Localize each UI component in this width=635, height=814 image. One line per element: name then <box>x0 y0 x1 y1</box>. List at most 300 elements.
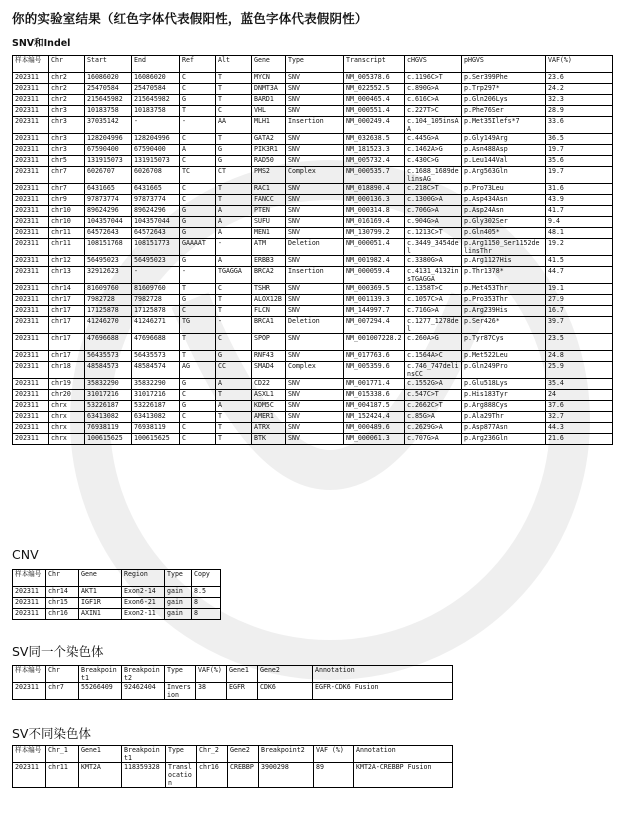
table-cell: PIK3R1 <box>252 145 286 156</box>
table-cell: p.Pro73Leu <box>462 184 546 195</box>
table-cell: 35832290 <box>85 379 132 390</box>
table-cell: G <box>180 401 216 412</box>
table-cell: 215645982 <box>132 95 180 106</box>
table-cell: 17125878 <box>132 306 180 317</box>
table-cell: SUFU <box>252 217 286 228</box>
table-cell: NM_018890.4 <box>344 184 405 195</box>
table-header-row <box>13 666 453 683</box>
table-cell: 89624296 <box>85 206 132 217</box>
table-row <box>13 763 453 788</box>
table-cell: T <box>216 434 252 445</box>
table-cell: 202311 <box>13 362 49 379</box>
table-cell: chr7 <box>49 167 85 184</box>
table-cell: 202311 <box>13 587 46 598</box>
table-cell: G <box>180 228 216 239</box>
table-cell: SNV <box>286 295 344 306</box>
column-header: End <box>132 56 180 73</box>
column-header: Chr_1 <box>46 746 79 763</box>
table-cell: NM_000059.4 <box>344 267 405 284</box>
table-cell: KMT2A-CREBBP Fusion <box>354 763 453 788</box>
column-header: Breakpoint2 <box>122 666 165 683</box>
table-cell: ERBB3 <box>252 256 286 267</box>
table-cell: RAC1 <box>252 184 286 195</box>
table-cell: 56495023 <box>85 256 132 267</box>
table-cell: ALOX12B <box>252 295 286 306</box>
table-cell: 32912623 <box>85 267 132 284</box>
table-cell: NM_005732.4 <box>344 156 405 167</box>
table-cell: p.Gln405* <box>462 228 546 239</box>
table-cell: NM_000535.7 <box>344 167 405 184</box>
column-header: cHGVS <box>405 56 462 73</box>
cnv-table <box>12 569 221 620</box>
table-cell: c.2629G>A <box>405 423 462 434</box>
table-cell: 35.4 <box>546 379 613 390</box>
table-cell: RAD50 <box>252 156 286 167</box>
table-cell: SNV <box>286 145 344 156</box>
table-cell: chr2 <box>49 84 85 95</box>
column-header: Alt <box>216 56 252 73</box>
table-row <box>13 95 613 106</box>
table-cell: T <box>216 134 252 145</box>
table-cell: BTK <box>252 434 286 445</box>
column-header: 样本编号 <box>13 56 49 73</box>
column-header: Start <box>85 56 132 73</box>
table-cell: 215645982 <box>85 95 132 106</box>
table-cell: c.1564A>C <box>405 351 462 362</box>
table-cell: 6026707 <box>85 167 132 184</box>
table-cell: - <box>180 117 216 134</box>
table-cell: SNV <box>286 390 344 401</box>
table-cell: 128204996 <box>132 134 180 145</box>
table-cell: 76938119 <box>132 423 180 434</box>
table-row <box>13 256 613 267</box>
table-cell: 202311 <box>13 763 46 788</box>
table-cell: p.Asp877Asn <box>462 423 546 434</box>
table-cell: - <box>132 117 180 134</box>
table-cell: SNV <box>286 206 344 217</box>
table-row <box>13 587 221 598</box>
table-cell: NM_005359.6 <box>344 362 405 379</box>
table-cell: c.85G>A <box>405 412 462 423</box>
table-cell: Exon6-21 <box>122 598 165 609</box>
table-cell: MEN1 <box>252 228 286 239</box>
column-header: Gene2 <box>258 666 313 683</box>
sv-diff-section-title: SV不同染色体 <box>12 726 91 741</box>
table-cell: p.Glu518Lys <box>462 379 546 390</box>
column-header: VAF (%) <box>314 746 354 763</box>
table-cell: chr17 <box>49 317 85 334</box>
table-cell: c.227T>C <box>405 106 462 117</box>
table-cell: NM_000051.4 <box>344 239 405 256</box>
table-cell: NM_001007228.2 <box>344 334 405 351</box>
table-cell: 24 <box>546 390 613 401</box>
table-cell: A <box>180 145 216 156</box>
table-cell: BARD1 <box>252 95 286 106</box>
table-row <box>13 228 613 239</box>
table-cell: 17125878 <box>85 306 132 317</box>
table-cell: p.Pro353Thr <box>462 295 546 306</box>
table-row <box>13 217 613 228</box>
table-cell: 31.6 <box>546 184 613 195</box>
table-cell: NM_005378.6 <box>344 73 405 84</box>
table-cell: RNF43 <box>252 351 286 362</box>
table-cell: chr11 <box>46 763 79 788</box>
table-cell: 8 <box>192 609 221 620</box>
table-row <box>13 379 613 390</box>
table-cell: SNV <box>286 379 344 390</box>
column-header: Gene1 <box>227 666 258 683</box>
table-cell: T <box>216 95 252 106</box>
table-cell: Deletion <box>286 317 344 334</box>
table-cell: c.260A>G <box>405 334 462 351</box>
table-cell: chr18 <box>49 362 85 379</box>
table-cell: 202311 <box>13 134 49 145</box>
table-cell: p.Arg1150_Ser1152delinsThr <box>462 239 546 256</box>
table-cell: SNV <box>286 351 344 362</box>
table-cell: 32.3 <box>546 95 613 106</box>
table-cell: c.1358T>C <box>405 284 462 295</box>
table-cell: c.1300G>A <box>405 195 462 206</box>
table-cell: c.616C>A <box>405 95 462 106</box>
column-header: Type <box>165 666 196 683</box>
table-cell: NM_152424.4 <box>344 412 405 423</box>
table-cell: 10183758 <box>85 106 132 117</box>
table-cell: AMER1 <box>252 412 286 423</box>
table-cell: T <box>216 73 252 84</box>
table-cell: TGAGGA <box>216 267 252 284</box>
table-cell: 131915073 <box>85 156 132 167</box>
table-cell: 41.7 <box>546 206 613 217</box>
table-cell: chr12 <box>49 256 85 267</box>
table-cell: SNV <box>286 184 344 195</box>
table-cell: c.3449_3454del <box>405 239 462 256</box>
table-cell: 202311 <box>13 317 49 334</box>
table-cell: 97873774 <box>85 195 132 206</box>
table-cell: 19.7 <box>546 167 613 184</box>
snv-indel-table <box>12 55 613 445</box>
table-cell: c.716G>A <box>405 306 462 317</box>
table-cell: 202311 <box>13 284 49 295</box>
table-cell: 41246270 <box>85 317 132 334</box>
table-row <box>13 134 613 145</box>
table-cell: AG <box>180 362 216 379</box>
table-cell: SNV <box>286 228 344 239</box>
column-header: Chr <box>49 56 85 73</box>
table-cell: T <box>216 195 252 206</box>
table-cell: G <box>216 145 252 156</box>
table-cell: NM_001982.4 <box>344 256 405 267</box>
table-cell: chr15 <box>46 598 79 609</box>
table-cell: p.Met453Thr <box>462 284 546 295</box>
table-cell: chr7 <box>49 184 85 195</box>
column-header: Breakpoint1 <box>122 746 166 763</box>
table-cell: A <box>216 401 252 412</box>
table-cell: T <box>216 84 252 95</box>
table-cell: TC <box>180 167 216 184</box>
table-cell: 16.7 <box>546 306 613 317</box>
table-cell: chrx <box>49 412 85 423</box>
table-cell: 25470584 <box>132 84 180 95</box>
table-cell: 202311 <box>13 306 49 317</box>
table-row <box>13 362 613 379</box>
table-cell: chr17 <box>49 306 85 317</box>
table-cell: DNMT3A <box>252 84 286 95</box>
table-cell: p.Tyr87Cys <box>462 334 546 351</box>
table-cell: 76938119 <box>85 423 132 434</box>
table-cell: 64572643 <box>85 228 132 239</box>
table-cell: CREBBP <box>228 763 259 788</box>
table-cell: c.1688_1689delinsAG <box>405 167 462 184</box>
column-header: Gene1 <box>79 746 122 763</box>
table-cell: 33.6 <box>546 117 613 134</box>
table-cell: 16086020 <box>85 73 132 84</box>
table-cell: A <box>216 379 252 390</box>
table-cell: 55266409 <box>79 683 122 700</box>
table-cell: NM_144997.7 <box>344 306 405 317</box>
table-cell: 202311 <box>13 598 46 609</box>
table-row <box>13 117 613 134</box>
table-cell: NM_016169.4 <box>344 217 405 228</box>
table-cell: chr10 <box>49 217 85 228</box>
table-cell: ASXL1 <box>252 390 286 401</box>
table-cell: chr11 <box>49 228 85 239</box>
table-cell: c.445G>A <box>405 134 462 145</box>
column-header: Chr <box>46 666 79 683</box>
column-header: Type <box>286 56 344 73</box>
table-cell: 37035142 <box>85 117 132 134</box>
table-cell: T <box>216 423 252 434</box>
table-cell: NM_000314.8 <box>344 206 405 217</box>
column-header: Gene2 <box>228 746 259 763</box>
table-cell: p.Arg1127His <box>462 256 546 267</box>
table-cell: 202311 <box>13 379 49 390</box>
table-cell: 24.2 <box>546 84 613 95</box>
table-cell: chrx <box>49 401 85 412</box>
table-cell: VHL <box>252 106 286 117</box>
column-header: Type <box>166 746 197 763</box>
table-cell: 10183758 <box>132 106 180 117</box>
table-cell: chr3 <box>49 117 85 134</box>
table-cell: C <box>180 156 216 167</box>
table-cell: T <box>180 284 216 295</box>
table-cell: 89624296 <box>132 206 180 217</box>
table-row <box>13 267 613 284</box>
table-cell: p.Asn488Asp <box>462 145 546 156</box>
table-cell: KMT2A <box>79 763 122 788</box>
table-row <box>13 317 613 334</box>
table-cell: c.104_105insAA <box>405 117 462 134</box>
table-cell: C <box>180 195 216 206</box>
column-header: 样本编号 <box>13 570 46 587</box>
table-cell: C <box>180 73 216 84</box>
table-cell: T <box>180 106 216 117</box>
table-cell: 56435573 <box>132 351 180 362</box>
table-row <box>13 73 613 84</box>
table-cell: 19.7 <box>546 145 613 156</box>
column-header: Type <box>165 570 192 587</box>
table-cell: EGFR-CDK6 Fusion <box>313 683 453 700</box>
table-cell: 63413082 <box>132 412 180 423</box>
table-cell: NM_130799.2 <box>344 228 405 239</box>
table-row <box>13 239 613 256</box>
table-cell: SNV <box>286 84 344 95</box>
table-cell: 25470584 <box>85 84 132 95</box>
table-cell: SNV <box>286 73 344 84</box>
table-row <box>13 156 613 167</box>
table-cell: - <box>132 267 180 284</box>
table-cell: 31017216 <box>85 390 132 401</box>
table-cell: 202311 <box>13 156 49 167</box>
table-cell: 7982728 <box>132 295 180 306</box>
table-cell: 67590400 <box>132 145 180 156</box>
table-cell: 21.6 <box>546 434 613 445</box>
table-cell: 202311 <box>13 195 49 206</box>
table-cell: 56435573 <box>85 351 132 362</box>
table-cell: GAAAAT <box>180 239 216 256</box>
table-cell: 108151773 <box>132 239 180 256</box>
table-cell: 104357044 <box>85 217 132 228</box>
table-cell: A <box>216 217 252 228</box>
table-cell: C <box>180 390 216 401</box>
table-row <box>13 598 221 609</box>
table-cell: NM_015338.6 <box>344 390 405 401</box>
table-cell: SNV <box>286 134 344 145</box>
table-cell: c.2662C>T <box>405 401 462 412</box>
column-header: pHGVS <box>462 56 546 73</box>
table-cell: Inversion <box>165 683 196 700</box>
table-cell: p.Gln206Lys <box>462 95 546 106</box>
table-cell: 202311 <box>13 145 49 156</box>
table-cell: MYCN <box>252 73 286 84</box>
table-cell: p.Arg563Gln <box>462 167 546 184</box>
table-cell: Exon2-11 <box>122 609 165 620</box>
table-cell: G <box>180 217 216 228</box>
table-cell: TSHR <box>252 284 286 295</box>
table-cell: 27.9 <box>546 295 613 306</box>
table-cell: 7982728 <box>85 295 132 306</box>
page-title: 你的实验室结果（红色字体代表假阳性，蓝色字体代表假阴性） <box>12 11 368 26</box>
table-cell: NM_000465.4 <box>344 95 405 106</box>
table-cell: ATM <box>252 239 286 256</box>
table-cell: 202311 <box>13 167 49 184</box>
table-cell: C <box>216 334 252 351</box>
table-cell: p.Met35Ilefs*7 <box>462 117 546 134</box>
table-cell: 202311 <box>13 434 49 445</box>
table-cell: T <box>216 412 252 423</box>
table-cell: 202311 <box>13 412 49 423</box>
table-cell: 53226187 <box>132 401 180 412</box>
table-cell: 202311 <box>13 267 49 284</box>
table-cell: chr11 <box>49 239 85 256</box>
table-cell: c.1552G>A <box>405 379 462 390</box>
table-cell: EGFR <box>227 683 258 700</box>
table-cell: 37.6 <box>546 401 613 412</box>
table-cell: C <box>180 412 216 423</box>
table-cell: c.218C>T <box>405 184 462 195</box>
table-cell: A <box>216 256 252 267</box>
table-cell: 48584574 <box>132 362 180 379</box>
table-cell: FLCN <box>252 306 286 317</box>
table-cell: p.Arg888Cys <box>462 401 546 412</box>
table-cell: SNV <box>286 95 344 106</box>
column-header: 样本编号 <box>13 666 46 683</box>
table-cell: c.746_747delinsCC <box>405 362 462 379</box>
table-cell: 39.7 <box>546 317 613 334</box>
table-cell: 19.1 <box>546 284 613 295</box>
table-cell: c.3380G>A <box>405 256 462 267</box>
table-cell: NM_022552.5 <box>344 84 405 95</box>
table-cell: p.Phe76Ser <box>462 106 546 117</box>
table-cell: SNV <box>286 256 344 267</box>
table-row <box>13 306 613 317</box>
table-cell: Deletion <box>286 239 344 256</box>
table-cell: 28.9 <box>546 106 613 117</box>
table-cell: AXIN1 <box>79 609 122 620</box>
table-row <box>13 84 613 95</box>
table-cell: chr17 <box>49 295 85 306</box>
table-cell: 3900298 <box>259 763 314 788</box>
table-cell: G <box>180 206 216 217</box>
table-cell: Exon2-14 <box>122 587 165 598</box>
table-cell: KDM5C <box>252 401 286 412</box>
column-header: Annotation <box>354 746 453 763</box>
table-cell: 202311 <box>13 334 49 351</box>
table-cell: 47696688 <box>85 334 132 351</box>
table-header-row <box>13 746 453 763</box>
table-cell: 108151768 <box>85 239 132 256</box>
table-cell: 8.5 <box>192 587 221 598</box>
table-cell: - <box>216 317 252 334</box>
table-cell: 23.5 <box>546 334 613 351</box>
table-cell: TG <box>180 317 216 334</box>
column-header: Annotation <box>313 666 453 683</box>
table-cell: T <box>216 390 252 401</box>
table-cell: G <box>216 156 252 167</box>
table-cell: 35.6 <box>546 156 613 167</box>
table-cell: CD22 <box>252 379 286 390</box>
table-cell: 6431665 <box>85 184 132 195</box>
column-header: VAF(%) <box>196 666 227 683</box>
table-cell: chr16 <box>197 763 228 788</box>
column-header: Copy <box>192 570 221 587</box>
table-cell: p.His183Tyr <box>462 390 546 401</box>
table-cell: T <box>180 351 216 362</box>
table-cell: 89 <box>314 763 354 788</box>
table-cell: 92462404 <box>122 683 165 700</box>
table-cell: chr2 <box>49 95 85 106</box>
table-cell: p.Asp24Asn <box>462 206 546 217</box>
table-cell: 202311 <box>13 390 49 401</box>
table-cell: 8 <box>192 598 221 609</box>
table-cell: c.430C>G <box>405 156 462 167</box>
table-cell: chr16 <box>46 609 79 620</box>
table-row <box>13 295 613 306</box>
table-cell: T <box>216 295 252 306</box>
table-cell: CT <box>216 167 252 184</box>
table-cell: 104357044 <box>132 217 180 228</box>
table-cell: chr9 <box>49 195 85 206</box>
table-cell: 25.9 <box>546 362 613 379</box>
table-row <box>13 334 613 351</box>
table-cell: 81609760 <box>85 284 132 295</box>
table-cell: 9.4 <box>546 217 613 228</box>
table-cell: chr14 <box>49 284 85 295</box>
table-cell: p.Thr1378* <box>462 267 546 284</box>
table-cell: C <box>180 184 216 195</box>
table-cell: C <box>180 434 216 445</box>
table-cell: p.Gly302Ser <box>462 217 546 228</box>
table-cell: 47696688 <box>132 334 180 351</box>
